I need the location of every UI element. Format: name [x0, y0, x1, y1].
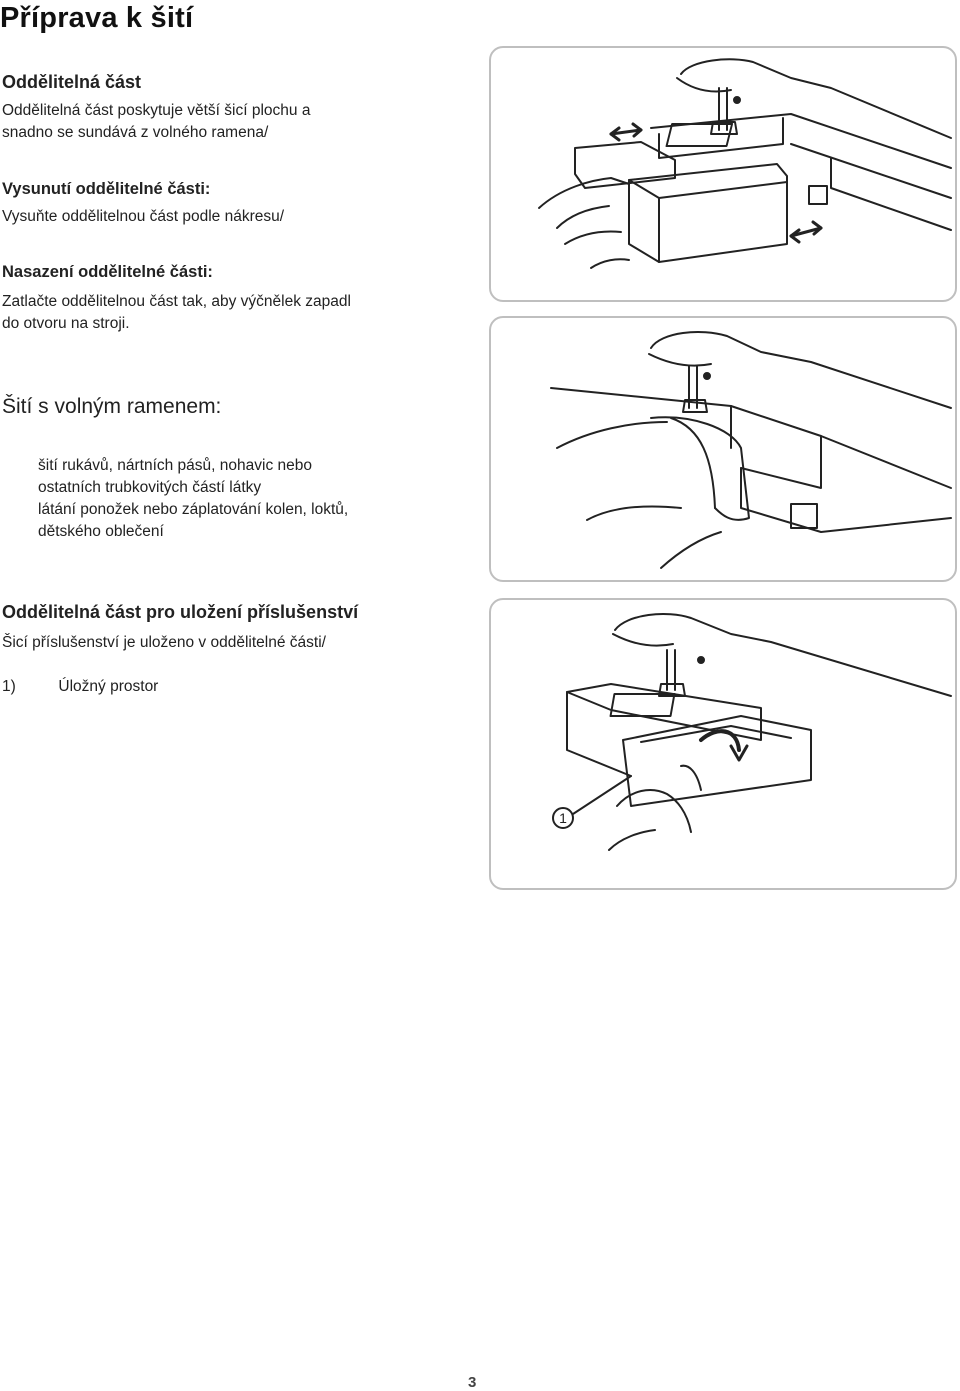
slide-out-heading: Vysunutí oddělitelné části: [2, 180, 211, 198]
free-arm-body [38, 455, 348, 543]
callout-number: 1 [559, 810, 567, 826]
free-arm-heading: Šití s volným ramenem: [2, 395, 222, 418]
page-title: Příprava k šití [0, 2, 194, 34]
storage-body: Šicí příslušenství je uloženo v oddělitelné části/ [2, 634, 326, 651]
legend-label: Úložný prostor [58, 678, 159, 695]
detachable-heading: Oddělitelná část [2, 72, 142, 92]
free-arm-body-line: látání ponožek nebo záplatování kolen, loktů, [38, 501, 349, 518]
free-arm-body-line: dětského oblečení [38, 523, 164, 540]
free-arm-illustration [489, 316, 957, 582]
storage-heading: Oddělitelná část pro uložení příslušenství [2, 602, 359, 622]
free-arm-body-line: ostatních trubkovitých částí látky [38, 479, 262, 496]
storage-compartment-illustration [489, 598, 957, 890]
sewing-machine-extension-illustration [489, 46, 957, 302]
page-number: 3 [468, 1374, 477, 1391]
attach-body-line: do otvoru na stroji. [2, 315, 130, 332]
detachable-body-line: snadno se sundává z volného ramena/ [2, 124, 269, 141]
attach-heading: Nasazení oddělitelné části: [2, 263, 213, 281]
detachable-body-line: Oddělitelná část poskytuje větší šicí plochu a [2, 102, 311, 119]
attach-body [2, 291, 351, 335]
slide-out-body: Vysuňte oddělitelnou část podle nákresu/ [2, 208, 285, 225]
detachable-body [2, 100, 310, 144]
legend-number: 1) [2, 678, 16, 695]
storage-legend-item [2, 676, 158, 698]
free-arm-body-line: šití rukávů, nártních pásů, nohavic nebo [38, 457, 312, 474]
attach-body-line: Zatlačte oddělitelnou část tak, aby výčnělek zapadl [2, 293, 351, 310]
